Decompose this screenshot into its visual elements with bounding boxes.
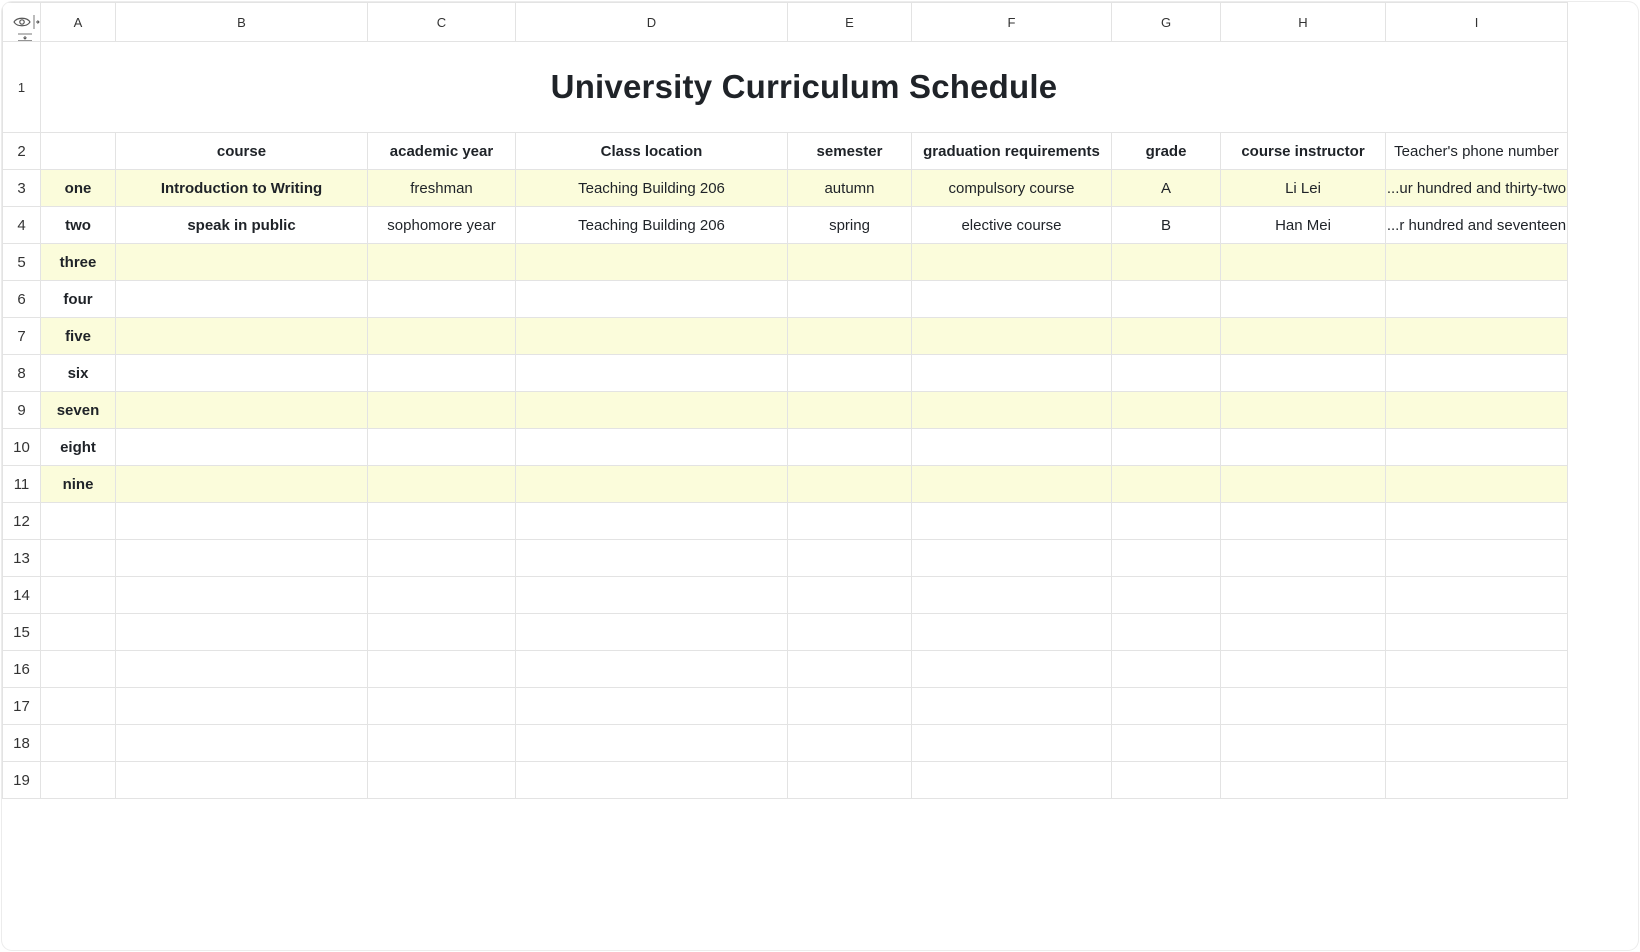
- row-label[interactable]: nine: [41, 466, 116, 503]
- empty-cell[interactable]: [368, 429, 516, 466]
- row-header-16[interactable]: 16: [3, 651, 41, 688]
- empty-cell[interactable]: [116, 614, 368, 651]
- row-label[interactable]: [41, 651, 116, 688]
- empty-cell[interactable]: [1112, 688, 1221, 725]
- column-header-i[interactable]: I: [1386, 3, 1568, 42]
- row-label[interactable]: [41, 503, 116, 540]
- row-label[interactable]: [41, 688, 116, 725]
- empty-cell[interactable]: [1386, 429, 1568, 466]
- freeze-rows-icon[interactable]: [17, 33, 33, 42]
- row-header-7[interactable]: 7: [3, 318, 41, 355]
- empty-cell[interactable]: [1112, 540, 1221, 577]
- empty-cell[interactable]: [368, 503, 516, 540]
- empty-cell[interactable]: [116, 503, 368, 540]
- row-label[interactable]: three: [41, 244, 116, 281]
- empty-cell[interactable]: [1386, 651, 1568, 688]
- row-header-10[interactable]: 10: [3, 429, 41, 466]
- empty-cell[interactable]: [1221, 392, 1386, 429]
- empty-cell[interactable]: [516, 540, 788, 577]
- row-header-12[interactable]: 12: [3, 503, 41, 540]
- empty-cell[interactable]: [1221, 281, 1386, 318]
- row-header-3[interactable]: 3: [3, 170, 41, 207]
- row-header-18[interactable]: 18: [3, 725, 41, 762]
- empty-cell[interactable]: [788, 725, 912, 762]
- empty-cell[interactable]: [788, 540, 912, 577]
- empty-cell[interactable]: [368, 614, 516, 651]
- empty-cell[interactable]: [1386, 577, 1568, 614]
- empty-cell[interactable]: [1386, 318, 1568, 355]
- empty-cell[interactable]: [1386, 762, 1568, 799]
- empty-cell[interactable]: [1386, 355, 1568, 392]
- row-header-9[interactable]: 9: [3, 392, 41, 429]
- cell-teacher-phone[interactable]: ...r hundred and seventeen: [1386, 207, 1568, 244]
- empty-cell[interactable]: [368, 725, 516, 762]
- empty-cell[interactable]: [116, 762, 368, 799]
- empty-cell[interactable]: [912, 281, 1112, 318]
- empty-cell[interactable]: [912, 651, 1112, 688]
- empty-cell[interactable]: [1112, 466, 1221, 503]
- row-label[interactable]: [41, 762, 116, 799]
- cell-graduation-requirements[interactable]: compulsory course: [912, 170, 1112, 207]
- empty-cell[interactable]: [116, 466, 368, 503]
- row-label[interactable]: [41, 614, 116, 651]
- empty-cell[interactable]: [1221, 688, 1386, 725]
- empty-cell[interactable]: [912, 355, 1112, 392]
- empty-cell[interactable]: [788, 503, 912, 540]
- cell-teacher-phone[interactable]: ...ur hundred and thirty-two: [1386, 170, 1568, 207]
- cell-course[interactable]: speak in public: [116, 207, 368, 244]
- empty-cell[interactable]: [1221, 429, 1386, 466]
- empty-cell[interactable]: [1386, 540, 1568, 577]
- empty-cell[interactable]: [516, 503, 788, 540]
- empty-cell[interactable]: [1112, 577, 1221, 614]
- empty-cell[interactable]: [1112, 392, 1221, 429]
- empty-cell[interactable]: [1386, 688, 1568, 725]
- cell-academic-year[interactable]: freshman: [368, 170, 516, 207]
- empty-cell[interactable]: [1386, 281, 1568, 318]
- empty-cell[interactable]: [788, 466, 912, 503]
- row-header-13[interactable]: 13: [3, 540, 41, 577]
- cell-grade[interactable]: B: [1112, 207, 1221, 244]
- empty-cell[interactable]: [912, 318, 1112, 355]
- empty-cell[interactable]: [516, 725, 788, 762]
- empty-cell[interactable]: [788, 429, 912, 466]
- empty-cell[interactable]: [116, 355, 368, 392]
- empty-cell[interactable]: [1386, 392, 1568, 429]
- column-header-g[interactable]: G: [1112, 3, 1221, 42]
- empty-cell[interactable]: [1112, 281, 1221, 318]
- empty-cell[interactable]: [912, 503, 1112, 540]
- cell-course[interactable]: Introduction to Writing: [116, 170, 368, 207]
- header-academic-year[interactable]: academic year: [368, 133, 516, 170]
- empty-cell[interactable]: [116, 725, 368, 762]
- empty-cell[interactable]: [1112, 318, 1221, 355]
- empty-cell[interactable]: [1112, 651, 1221, 688]
- cell-class-location[interactable]: Teaching Building 206: [516, 207, 788, 244]
- empty-cell[interactable]: [368, 762, 516, 799]
- empty-cell[interactable]: [912, 540, 1112, 577]
- empty-cell[interactable]: [368, 577, 516, 614]
- empty-cell[interactable]: [788, 392, 912, 429]
- row-header-14[interactable]: 14: [3, 577, 41, 614]
- empty-cell[interactable]: [516, 762, 788, 799]
- empty-cell[interactable]: [1112, 429, 1221, 466]
- empty-cell[interactable]: [516, 429, 788, 466]
- cell-graduation-requirements[interactable]: elective course: [912, 207, 1112, 244]
- column-header-f[interactable]: F: [912, 3, 1112, 42]
- empty-cell[interactable]: [368, 651, 516, 688]
- empty-cell[interactable]: [1221, 577, 1386, 614]
- empty-cell[interactable]: [912, 762, 1112, 799]
- empty-cell[interactable]: [1386, 244, 1568, 281]
- empty-cell[interactable]: [116, 392, 368, 429]
- empty-cell[interactable]: [116, 429, 368, 466]
- empty-cell[interactable]: [1221, 540, 1386, 577]
- empty-cell[interactable]: [788, 762, 912, 799]
- row-header-6[interactable]: 6: [3, 281, 41, 318]
- cell-semester[interactable]: autumn: [788, 170, 912, 207]
- empty-cell[interactable]: [1221, 614, 1386, 651]
- row-header-11[interactable]: 11: [3, 466, 41, 503]
- spreadsheet-grid: [2, 2, 1568, 799]
- empty-cell[interactable]: [116, 577, 368, 614]
- freeze-columns-icon[interactable]: [33, 14, 41, 30]
- empty-cell[interactable]: [788, 614, 912, 651]
- empty-cell[interactable]: [1386, 614, 1568, 651]
- empty-cell[interactable]: [368, 688, 516, 725]
- row-header-5[interactable]: 5: [3, 244, 41, 281]
- empty-cell[interactable]: [1386, 503, 1568, 540]
- empty-cell[interactable]: [516, 577, 788, 614]
- empty-cell[interactable]: [1221, 651, 1386, 688]
- empty-cell[interactable]: [116, 651, 368, 688]
- empty-cell[interactable]: [1112, 725, 1221, 762]
- empty-cell[interactable]: [1112, 503, 1221, 540]
- empty-cell[interactable]: [516, 688, 788, 725]
- row-header-8[interactable]: 8: [3, 355, 41, 392]
- row-header-15[interactable]: 15: [3, 614, 41, 651]
- empty-cell[interactable]: [116, 281, 368, 318]
- row-label[interactable]: four: [41, 281, 116, 318]
- corner-cell[interactable]: [3, 3, 41, 42]
- row-header-17[interactable]: 17: [3, 688, 41, 725]
- empty-cell[interactable]: [516, 466, 788, 503]
- empty-cell[interactable]: [1386, 725, 1568, 762]
- empty-cell[interactable]: [788, 244, 912, 281]
- header-graduation-requirements[interactable]: graduation requirements: [912, 133, 1112, 170]
- empty-cell[interactable]: [1221, 466, 1386, 503]
- header-course-instructor[interactable]: course instructor: [1221, 133, 1386, 170]
- row-header-1[interactable]: 1: [3, 42, 41, 133]
- cell-course-instructor[interactable]: Han Mei: [1221, 207, 1386, 244]
- header-grade[interactable]: grade: [1112, 133, 1221, 170]
- column-header-d[interactable]: D: [516, 3, 788, 42]
- empty-cell[interactable]: [788, 577, 912, 614]
- cell-grade[interactable]: A: [1112, 170, 1221, 207]
- empty-cell[interactable]: [116, 244, 368, 281]
- empty-cell[interactable]: [516, 244, 788, 281]
- empty-cell[interactable]: [116, 318, 368, 355]
- empty-cell[interactable]: [912, 688, 1112, 725]
- row-label[interactable]: five: [41, 318, 116, 355]
- row-label[interactable]: eight: [41, 429, 116, 466]
- column-header-a[interactable]: A: [41, 3, 116, 42]
- empty-cell[interactable]: [368, 318, 516, 355]
- row-label[interactable]: [41, 540, 116, 577]
- header-course[interactable]: course: [116, 133, 368, 170]
- empty-cell[interactable]: [912, 577, 1112, 614]
- empty-cell[interactable]: [912, 725, 1112, 762]
- empty-cell[interactable]: [788, 688, 912, 725]
- empty-cell[interactable]: [116, 540, 368, 577]
- row-label[interactable]: seven: [41, 392, 116, 429]
- empty-cell[interactable]: [516, 392, 788, 429]
- header-teacher-phone[interactable]: Teacher's phone number: [1386, 133, 1568, 170]
- empty-cell[interactable]: [1221, 503, 1386, 540]
- cell-semester[interactable]: spring: [788, 207, 912, 244]
- cell-class-location[interactable]: Teaching Building 206: [516, 170, 788, 207]
- empty-cell[interactable]: [1221, 725, 1386, 762]
- row-header-4[interactable]: 4: [3, 207, 41, 244]
- empty-cell[interactable]: [1221, 244, 1386, 281]
- empty-cell[interactable]: [368, 392, 516, 429]
- header-semester[interactable]: semester: [788, 133, 912, 170]
- empty-cell[interactable]: [1112, 614, 1221, 651]
- row-label[interactable]: two: [41, 207, 116, 244]
- empty-cell[interactable]: [1221, 318, 1386, 355]
- empty-cell[interactable]: [516, 614, 788, 651]
- column-header-b[interactable]: B: [116, 3, 368, 42]
- empty-cell[interactable]: [1221, 355, 1386, 392]
- empty-cell[interactable]: [516, 281, 788, 318]
- empty-cell[interactable]: [1221, 762, 1386, 799]
- row-label[interactable]: one: [41, 170, 116, 207]
- empty-cell[interactable]: [912, 614, 1112, 651]
- cell-a2[interactable]: [41, 133, 116, 170]
- column-header-e[interactable]: E: [788, 3, 912, 42]
- empty-cell[interactable]: [788, 318, 912, 355]
- empty-cell[interactable]: [368, 281, 516, 318]
- row-header-2[interactable]: 2: [3, 133, 41, 170]
- cell-course-instructor[interactable]: Li Lei: [1221, 170, 1386, 207]
- empty-cell[interactable]: [516, 318, 788, 355]
- row-label[interactable]: [41, 577, 116, 614]
- row-header-19[interactable]: 19: [3, 762, 41, 799]
- empty-cell[interactable]: [516, 355, 788, 392]
- spreadsheet: [2, 2, 1638, 950]
- column-header-c[interactable]: C: [368, 3, 516, 42]
- empty-cell[interactable]: [912, 392, 1112, 429]
- empty-cell[interactable]: [1112, 355, 1221, 392]
- sheet-title[interactable]: University Curriculum Schedule: [41, 42, 1568, 133]
- empty-cell[interactable]: [368, 244, 516, 281]
- row-label[interactable]: [41, 725, 116, 762]
- empty-cell[interactable]: [788, 355, 912, 392]
- empty-cell[interactable]: [1112, 762, 1221, 799]
- empty-cell[interactable]: [368, 355, 516, 392]
- eye-icon[interactable]: [13, 16, 31, 28]
- cell-academic-year[interactable]: sophomore year: [368, 207, 516, 244]
- row-label[interactable]: six: [41, 355, 116, 392]
- empty-cell[interactable]: [788, 651, 912, 688]
- empty-cell[interactable]: [368, 540, 516, 577]
- empty-cell[interactable]: [912, 466, 1112, 503]
- empty-cell[interactable]: [1112, 244, 1221, 281]
- empty-cell[interactable]: [116, 688, 368, 725]
- empty-cell[interactable]: [788, 281, 912, 318]
- empty-cell[interactable]: [368, 466, 516, 503]
- empty-cell[interactable]: [912, 429, 1112, 466]
- empty-cell[interactable]: [1386, 466, 1568, 503]
- header-class-location[interactable]: Class location: [516, 133, 788, 170]
- empty-cell[interactable]: [912, 244, 1112, 281]
- column-header-h[interactable]: H: [1221, 3, 1386, 42]
- empty-cell[interactable]: [516, 651, 788, 688]
